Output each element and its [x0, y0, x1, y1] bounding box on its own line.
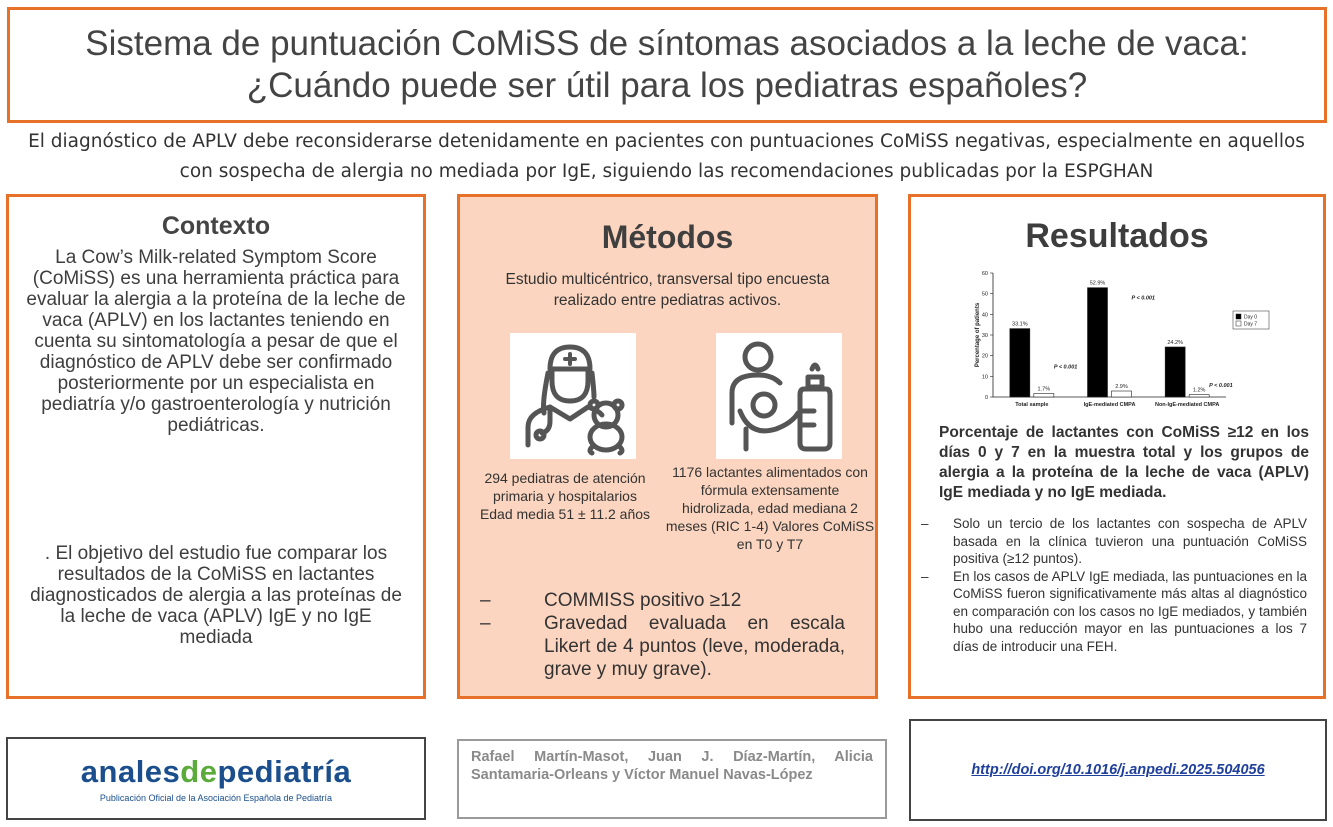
parent-feeding-baby-icon	[716, 333, 842, 459]
list-item	[921, 568, 1307, 656]
list-item	[480, 589, 845, 612]
results-bar-chart	[971, 265, 1271, 415]
list-item-text: En los casos de APLV IgE mediada, las puntuaciones en la CoMiSS fueron significativamente más altas al diagnóstico en comparación con los casos no IgE mediados, y también hubo una reducción mayor en las puntuaciones a los 7 días de introducir una FEH.	[953, 568, 1307, 654]
doctor-with-teddy-icon	[510, 333, 636, 459]
x-tick-label: IgE-mediated CMPA	[1083, 402, 1136, 408]
data-label: 52.9%	[1089, 280, 1106, 287]
context-heading: Contexto	[161, 212, 271, 240]
data-label: 2.9%	[1115, 384, 1128, 391]
authors-box	[457, 739, 887, 819]
results-heading: Resultados	[1025, 217, 1209, 255]
legend-swatch	[1236, 314, 1241, 319]
bullet-dash: –	[480, 613, 491, 634]
journal-logo	[6, 737, 426, 820]
y-tick-label: 0	[984, 395, 988, 401]
list-item	[921, 515, 1307, 568]
x-tick-label: Total sample	[1015, 402, 1049, 408]
context-paragraph: La Cow’s Milk-related Symptom Score (CoMiSS) es una herramienta práctica para evaluar la alergia a la proteína de la leche de vaca (APLV) en los lactantes teniendo en cuenta su sintomatología a pesar de que el diagnóstico de APLV debe ser confirmado posteriormente por un especialista en pediatría y/o gastroenterología y nutrición pediátricas.	[26, 247, 406, 436]
x-tick-label: Non-IgE-mediated CMPA	[1154, 402, 1220, 408]
y-tick-label: 10	[981, 374, 988, 381]
title-box	[7, 7, 1327, 123]
doi-box	[909, 719, 1327, 821]
subtitle: El diagnóstico de APLV debe reconsiderarse detenidamente en pacientes con puntuaciones CoMiSS negativas, especialmente en aquellos con sospecha de alergia no mediada por IgE, siguiendo las recomendaciones publicadas por la ESPGHAN	[28, 131, 1305, 182]
list-item-text: Gravedad evaluada en escala Likert de 4 puntos (leve, moderada, grave y muy grave).	[544, 613, 845, 680]
y-axis-title: Percentage of patients	[975, 302, 981, 368]
infants-info: 1176 lactantes alimentados con fórmula extensamente hidrolizada, edad mediana 2 meses (RIC 1-4) Valores CoMiSS en T0 y T7	[665, 464, 875, 552]
y-tick-label: 30	[981, 333, 988, 339]
pediatricians-info: 294 pediatras de atención primaria y hospitalarios Edad media 51 ± 11.2 años	[479, 470, 651, 522]
y-tick-label: 40	[981, 312, 988, 319]
logo-part-2: de	[180, 754, 218, 789]
study-description: Estudio multicéntrico, transversal tipo encuesta realizado entre pediatras activos.	[505, 271, 830, 309]
y-tick-label: 60	[981, 271, 988, 277]
bullet-dash: –	[480, 590, 491, 611]
chart-caption: Porcentaje de lactantes con CoMiSS ≥12 en los días 0 y 7 en la muestra total y los grupos de alergia a la proteína de la leche de vaca (APLV) IgE mediada y no IgE mediada.	[939, 424, 1309, 501]
p-value-annotation: P < 0.001	[1209, 382, 1233, 389]
list-item-text: COMMISS positivo ≥12	[544, 590, 742, 611]
logo-part-1: anales	[80, 754, 181, 789]
bar-day-0	[1088, 288, 1108, 397]
objective-paragraph: . El objetivo del estudio fue comparar los resultados de la CoMiSS en lactantes diagnosticados de alergia a las proteínas de la leche de vaca (APLV) IgE y no IgE mediada	[30, 543, 402, 648]
results-bullets	[921, 515, 1307, 655]
list-item-text: Solo un tercio de los lactantes con sospecha de APLV basada en la clínica tuvieron una puntuación CoMiSS positiva (≥12 puntos).	[953, 516, 1307, 566]
data-label: 1.7%	[1037, 386, 1051, 393]
list-item	[480, 612, 845, 681]
logo-part-3: pediatría	[217, 754, 352, 789]
p-value-annotation: P < 0.001	[1131, 295, 1155, 302]
data-label: 1.2%	[1192, 387, 1206, 394]
methods-heading: Métodos	[601, 219, 734, 255]
authors-text: Rafael Martín-Masot, Juan J. Díaz-Martín, Alicia Santamaria-Orleans y Víctor Manuel Navas-López	[471, 749, 873, 783]
logo-wordmark	[81, 754, 351, 790]
data-label: 24.2%	[1167, 339, 1183, 346]
legend-label: Day 7	[1244, 321, 1258, 328]
bullet-dash: –	[921, 516, 929, 531]
p-value-annotation: P < 0.001	[1053, 364, 1078, 371]
bullet-dash: –	[921, 568, 929, 584]
methods-bullets	[480, 589, 845, 681]
bar-day-7	[1112, 391, 1132, 397]
y-tick-label: 20	[981, 353, 988, 360]
data-label: 33.1%	[1012, 321, 1028, 328]
bar-day-7	[1034, 393, 1054, 397]
methods-panel	[457, 194, 878, 699]
context-panel	[6, 194, 426, 699]
results-panel	[908, 194, 1326, 699]
page-title: Sistema de puntuación CoMiSS de síntomas asociados a la leche de vaca: ¿Cuándo puede ser útil para los pediatras españoles?	[85, 24, 1249, 105]
doi-link[interactable]: http://doi.org/10.1016/j.anpedi.2025.504056	[971, 762, 1265, 778]
logo-subtitle: Publicación Oficial de la Asociación Española de Pediatría	[99, 793, 333, 803]
legend-label: Day 0	[1244, 314, 1258, 321]
y-tick-label: 50	[981, 291, 988, 298]
bar-day-7	[1189, 395, 1209, 397]
bar-day-0	[1165, 347, 1185, 397]
bar-day-0	[1010, 329, 1030, 397]
legend-swatch	[1236, 321, 1241, 326]
